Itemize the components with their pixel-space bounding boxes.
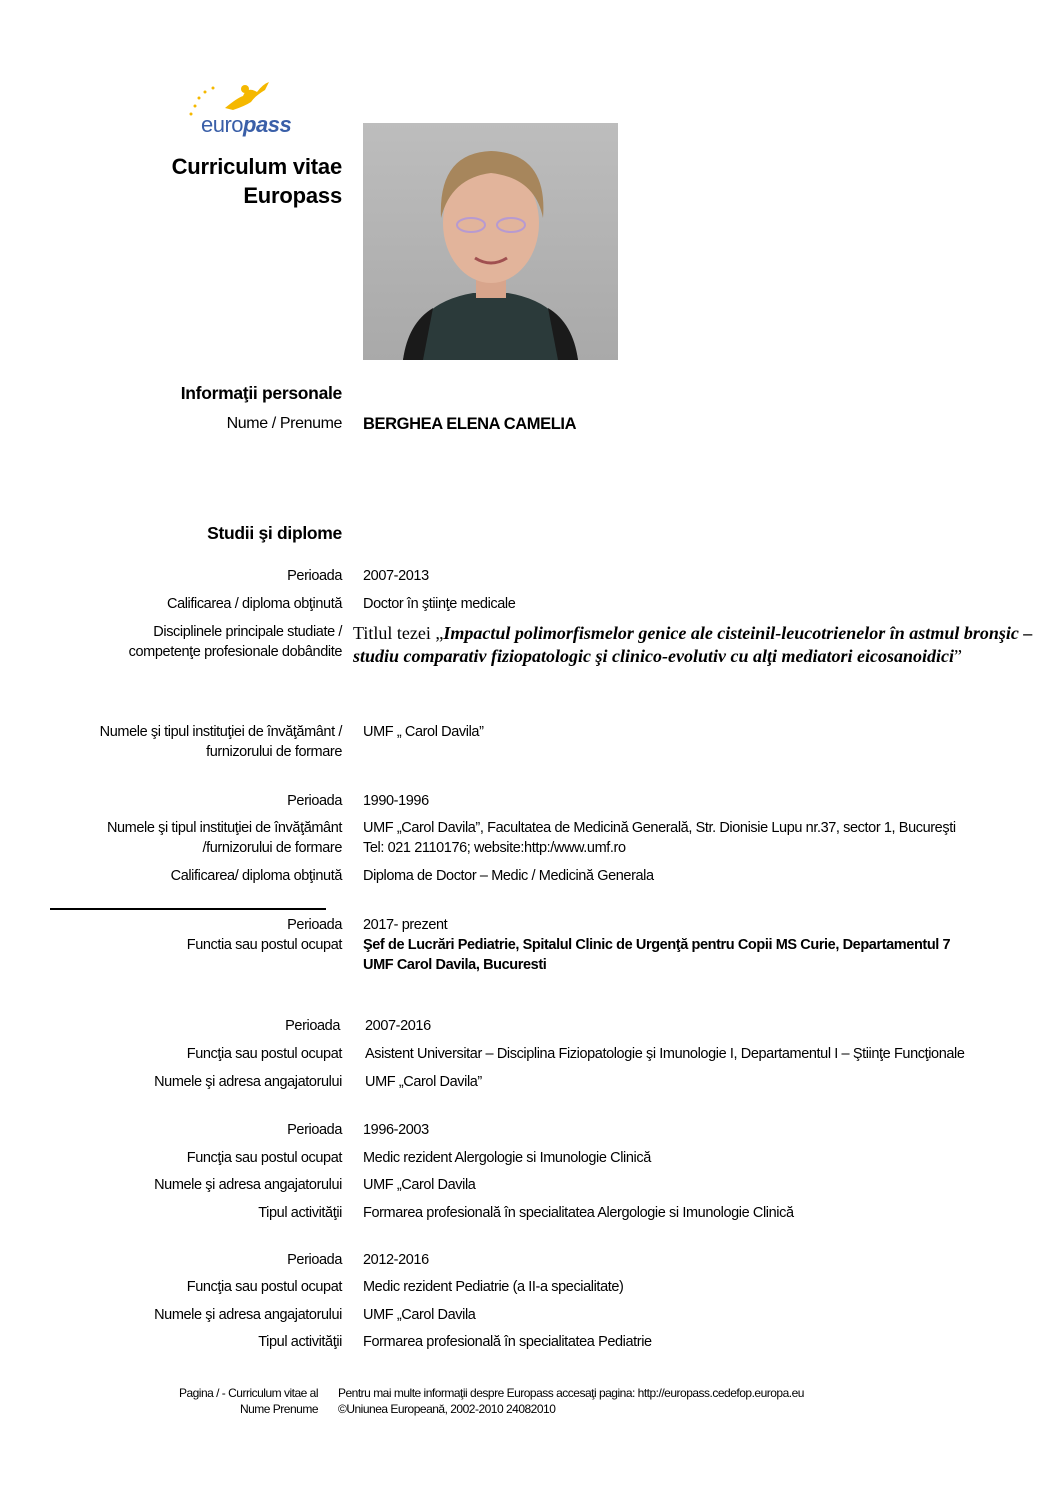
period-value: 2007-2013 bbox=[363, 568, 429, 584]
personal-info-heading: Informaţii personale bbox=[180, 383, 342, 403]
cv-title bbox=[172, 152, 342, 210]
logo-pass: pass bbox=[243, 112, 292, 137]
period-label: Perioada bbox=[287, 568, 342, 584]
period-label: Perioada bbox=[287, 917, 342, 933]
activity-label: Tipul activităţii bbox=[258, 1334, 342, 1350]
period-label: Perioada bbox=[285, 1018, 340, 1034]
thesis-prefix: Titlul tezei „ bbox=[353, 623, 444, 643]
qualification-value: Doctor în ştiinţe medicale bbox=[363, 596, 516, 612]
period-label: Perioada bbox=[287, 1252, 342, 1268]
institution-label-line1: Numele şi tipul instituţiei de învăţământ / bbox=[99, 724, 342, 740]
institution-value bbox=[363, 818, 956, 858]
disciplines-label bbox=[129, 622, 342, 662]
function-value: Medic rezident Alergologie si Imunologie Clinică bbox=[363, 1150, 651, 1166]
qualification-value: Diploma de Doctor – Medic / Medicină Generala bbox=[363, 868, 654, 884]
function-value: Medic rezident Pediatrie (a II-a specialitate) bbox=[363, 1279, 624, 1295]
period-value: 2017- prezent bbox=[363, 917, 448, 933]
institution-label-line1: Numele şi tipul instituţiei de învăţământ bbox=[106, 820, 342, 836]
period-label: Perioada bbox=[287, 793, 342, 809]
footer-page-label: Pagina / - Curriculum vitae al bbox=[178, 1386, 318, 1400]
footer-left bbox=[179, 1385, 318, 1417]
name-value: BERGHEA ELENA CAMELIA bbox=[363, 415, 577, 433]
studies-heading: Studii şi diplome bbox=[207, 523, 342, 543]
footer-name: Nume Prenume bbox=[239, 1402, 318, 1416]
institution-label bbox=[107, 818, 342, 858]
disciplines-label-line2: competenţe profesionale dobândite bbox=[128, 644, 342, 660]
period-value: 1990-1996 bbox=[363, 793, 429, 809]
institution-value: UMF „ Carol Davila” bbox=[363, 724, 484, 740]
period-value: 1996-2003 bbox=[363, 1122, 429, 1138]
period-label: Perioada bbox=[287, 1122, 342, 1138]
employer-label: Numele şi adresa angajatorului bbox=[154, 1074, 342, 1090]
institution-label bbox=[100, 722, 342, 762]
function-value bbox=[363, 935, 950, 975]
profile-photo bbox=[363, 123, 618, 360]
thesis-suffix: ” bbox=[953, 646, 962, 666]
function-label: Funcţia sau postul ocupat bbox=[186, 1279, 342, 1295]
period-value: 2012-2016 bbox=[363, 1252, 429, 1268]
institution-line2: Tel: 021 2110176; website:http:/www.umf.ro bbox=[363, 840, 626, 856]
cv-title-line1: Curriculum vitae bbox=[171, 154, 342, 179]
employer-label: Numele şi adresa angajatorului bbox=[154, 1307, 342, 1323]
function-line2: UMF Carol Davila, Bucuresti bbox=[363, 957, 547, 973]
institution-line1: UMF „Carol Davila”, Facultatea de Medicină Generală, Str. Dionisie Lupu nr.37, sector 1, Bucureşti bbox=[363, 820, 956, 836]
period-value: 2007-2016 bbox=[365, 1018, 431, 1034]
function-label: Funcţia sau postul ocupat bbox=[186, 1150, 342, 1166]
footer-europass-link[interactable]: Pentru mai multe informaţii despre Europass accesaţi pagina: http://europass.cedefop.europa.eu bbox=[338, 1386, 804, 1400]
activity-label: Tipul activităţii bbox=[258, 1205, 342, 1221]
footer-right bbox=[338, 1385, 804, 1417]
institution-label-line2: /furnizorului de formare bbox=[202, 840, 342, 856]
function-value: Asistent Universitar – Disciplina Fiziopatologie şi Imunologie I, Departamentul I – Ştiinţe Funcţionale bbox=[365, 1046, 965, 1062]
employer-value: UMF „Carol Davila” bbox=[365, 1074, 482, 1090]
europass-logo bbox=[185, 78, 305, 142]
section-divider bbox=[50, 908, 326, 910]
function-label: Funcţia sau postul ocupat bbox=[186, 1046, 342, 1062]
employer-value: UMF „Carol Davila bbox=[363, 1177, 476, 1193]
logo-euro: euro bbox=[201, 112, 244, 137]
qualification-label: Calificarea / diploma obţinută bbox=[167, 596, 342, 612]
function-label: Functia sau postul ocupat bbox=[186, 937, 342, 953]
function-line1: Şef de Lucrări Pediatrie, Spitalul Clinic de Urgenţă pentru Copii MS Curie, Departamentul 7 bbox=[363, 937, 951, 953]
activity-value: Formarea profesională în specialitatea Pediatrie bbox=[363, 1334, 652, 1350]
disciplines-label-line1: Disciplinele principale studiate / bbox=[153, 624, 342, 640]
name-label: Nume / Prenume bbox=[226, 415, 342, 432]
activity-value: Formarea profesională în specialitatea Alergologie si Imunologie Clinică bbox=[363, 1205, 794, 1221]
employer-label: Numele şi adresa angajatorului bbox=[154, 1177, 342, 1193]
cv-title-line2: Europass bbox=[243, 183, 342, 208]
footer-copyright: ©Uniunea Europeană, 2002-2010 24082010 bbox=[338, 1402, 556, 1416]
thesis-title-text: Impactul polimorfismelor genice ale cisteinil-leucotrienelor în astmul bronşic – studiu comparativ fiziopatologic şi clinico-evolutiv cu alţi mediatori eicosanoidici bbox=[353, 623, 1033, 666]
qualification-label: Calificarea/ diploma obţinută bbox=[170, 868, 342, 884]
institution-label-line2: furnizorului de formare bbox=[206, 744, 342, 760]
employer-value: UMF „Carol Davila bbox=[363, 1307, 476, 1323]
thesis-title bbox=[353, 622, 1043, 668]
